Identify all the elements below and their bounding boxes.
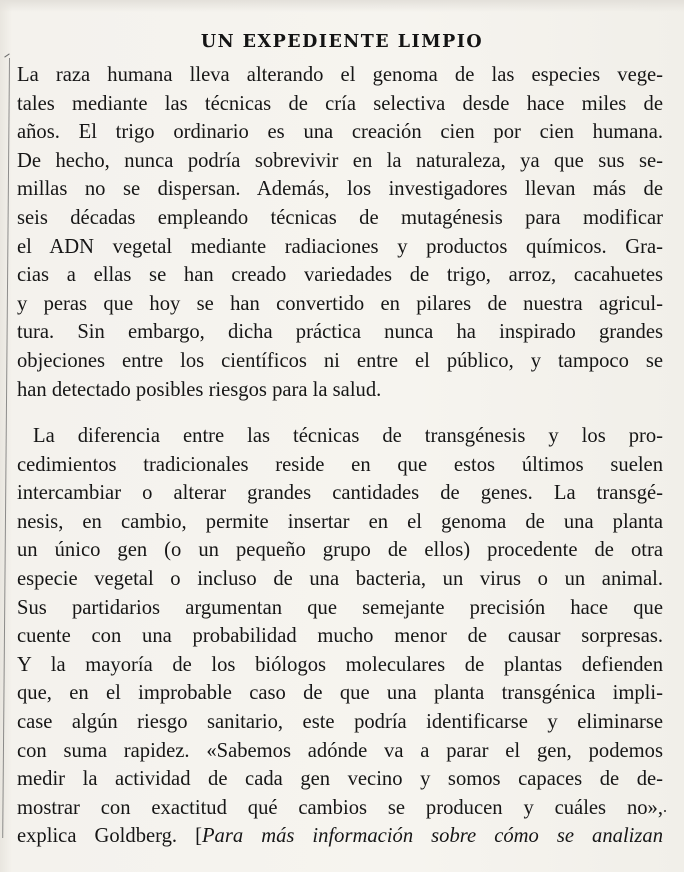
text-line: y peras que hoy se han convertido en pilares de nuestra agricul- <box>17 292 663 315</box>
text-line: objeciones entre los científicos ni entre el público, y tampoco se <box>17 350 663 372</box>
text-line: han detectado posibles riesgos para la salud. <box>17 378 382 401</box>
text-line: case algún riesgo sanitario, este podría identificarse y eliminarse <box>17 711 663 733</box>
article-title: UN EXPEDIENTE LIMPIO <box>200 32 484 52</box>
text-line: nesis, en cambio, permite insertar en el genoma de una planta <box>17 510 663 533</box>
text-line: el ADN vegetal mediante radiaciones y productos químicos. Gra- <box>17 235 663 258</box>
text-line: cias a ellas se han creado variedades de trigo, arroz, cacahuetes <box>17 264 663 287</box>
text-line: cuente con una probabilidad mucho menor de causar sorpresas. <box>17 625 663 648</box>
top-edge-shadow <box>0 0 684 12</box>
text-line: especie vegetal o incluso de una bacteria, un virus o un animal. <box>17 568 663 590</box>
text-line: millas no se dispersan. Además, los investigadores llevan más de <box>17 178 663 201</box>
text-line: cedimientos tradicionales reside en que estos últimos suelen <box>17 453 663 476</box>
text-plain: explica Goldberg. [ <box>17 825 202 848</box>
text-line: La diferencia entre las técnicas de transgénesis y los pro- <box>33 425 663 447</box>
text-line: medir la actividad de cada gen vecino y somos capaces de de- <box>17 768 663 791</box>
text-line: La raza humana lleva alterando el genoma de las especies vege- <box>17 64 663 86</box>
text-line: Sus partidarios argumentan que semejante precisión hace que <box>17 596 663 619</box>
text-line: intercambiar o alterar grandes cantidades de genes. La transgé- <box>17 482 663 505</box>
text-line: años. El trigo ordinario es una creación cien por cien humana. <box>17 121 663 144</box>
text-line: un único gen (o un pequeño grupo de ellos) procedente de otra <box>17 539 663 562</box>
text-line: seis décadas empleando técnicas de mutagénesis para modificar <box>17 207 663 229</box>
text-line: con suma rapidez. «Sabemos adónde va a parar el gen, podemos <box>17 739 663 762</box>
margin-pencil-mark <box>4 53 9 57</box>
text-line: Y la mayoría de los biólogos moleculares de plantas defienden <box>17 653 663 676</box>
text-line: De hecho, nunca podría sobrevivir en la naturaleza, ya que sus se- <box>17 149 663 172</box>
text-line: tura. Sin embargo, dicha práctica nunca ha inspirado grandes <box>17 321 663 344</box>
margin-pencil-line <box>2 58 10 838</box>
text-line: que, en el improbable caso de que una planta transgénica impli- <box>17 682 663 705</box>
text-italic: Para más información sobre cómo se analizan <box>201 825 663 848</box>
print-speck <box>664 810 666 812</box>
text-line-final <box>17 822 663 851</box>
text-line: tales mediante las técnicas de cría selectiva desde hace miles de <box>17 92 663 115</box>
text-line: mostrar con exactitud qué cambios se producen y cuáles no», <box>17 796 663 819</box>
